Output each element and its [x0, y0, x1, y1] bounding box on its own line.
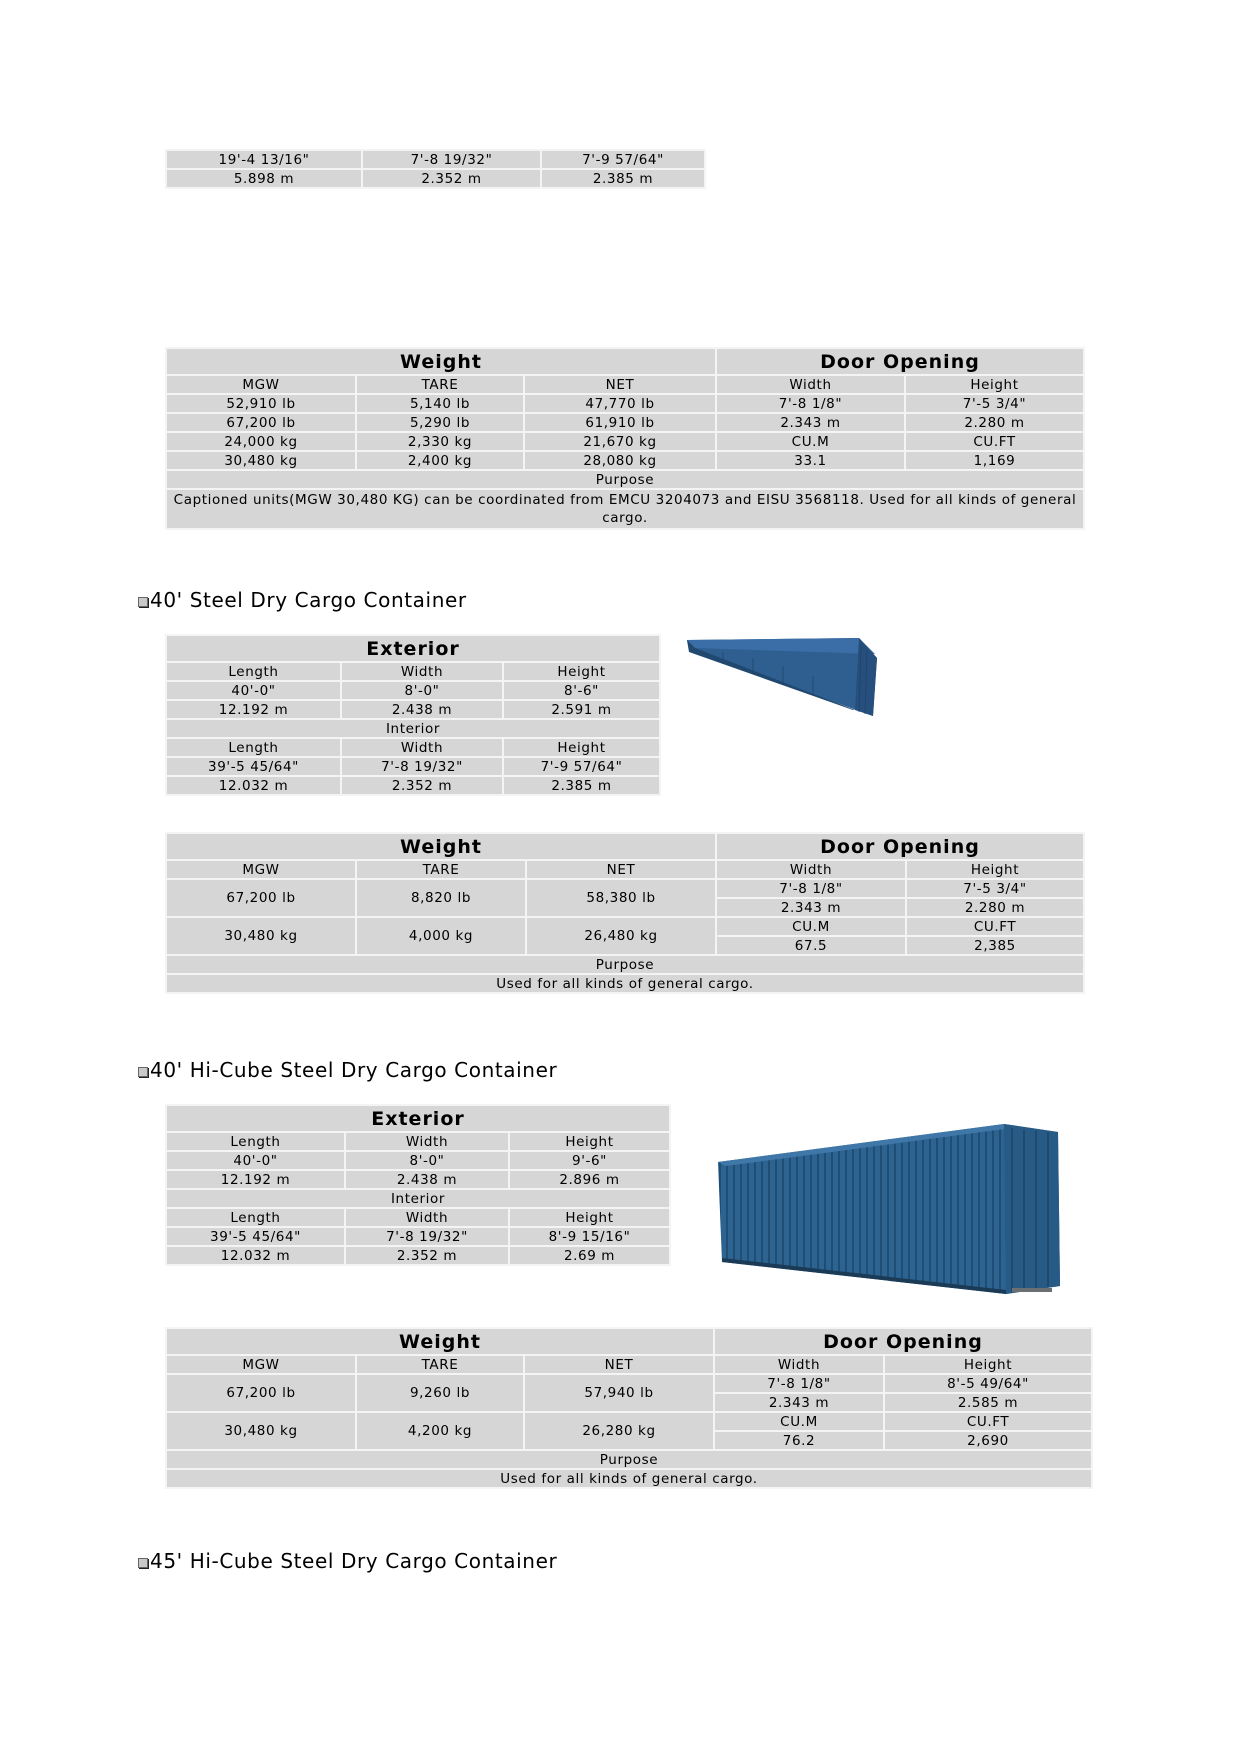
table-cell: 30,480 kg [167, 452, 355, 469]
column-header: TARE [357, 376, 523, 393]
table-row [167, 834, 1083, 859]
table-row [167, 471, 1083, 488]
top-dimensions-table [165, 149, 706, 189]
table-row [167, 151, 704, 168]
column-header: Height [907, 861, 1083, 878]
table-row [167, 739, 659, 756]
column-header: Width [346, 1133, 508, 1150]
table-cell: 19'-4 13/16" [167, 151, 361, 168]
column-header: MGW [167, 376, 355, 393]
table-cell: CU.FT [907, 918, 1083, 935]
section-title [150, 588, 467, 612]
table-row [167, 349, 1083, 374]
table-cell: 2.438 m [342, 701, 502, 718]
table-cell: CU.FT [885, 1413, 1091, 1430]
table-cell: 2.343 m [717, 414, 904, 431]
exterior-heading: Exterior [167, 1106, 669, 1131]
table-cell: 2,400 kg [357, 452, 523, 469]
exterior-heading: Exterior [167, 636, 659, 661]
table-row [167, 975, 1083, 992]
table-cell: 7'-5 3/4" [906, 395, 1083, 412]
table-cell: 2.280 m [906, 414, 1083, 431]
table-cell: 2.385 m [504, 777, 659, 794]
table-cell: 67,200 lb [167, 1375, 355, 1411]
table-row [167, 1329, 1091, 1354]
table-row [167, 701, 659, 718]
column-header: Length [167, 1209, 344, 1226]
exterior-interior-table [165, 634, 661, 796]
table-row [167, 1228, 669, 1245]
table-cell: 57,940 lb [525, 1375, 713, 1411]
table-cell: 7'-8 1/8" [717, 880, 905, 897]
column-header: Height [504, 739, 659, 756]
table-cell: 8'-5 49/64" [885, 1375, 1091, 1392]
table-cell: 12.192 m [167, 701, 340, 718]
table-cell: 2.280 m [907, 899, 1083, 916]
table-row [167, 636, 659, 661]
table-cell: 2.591 m [504, 701, 659, 718]
table-row [167, 861, 1083, 878]
column-header: Length [167, 663, 340, 680]
table-row [167, 663, 659, 680]
column-header: Height [885, 1356, 1091, 1373]
table-cell: 8'-6" [504, 682, 659, 699]
table-cell: 33.1 [717, 452, 904, 469]
table-row [167, 956, 1083, 973]
table-cell: 2,690 [885, 1432, 1091, 1449]
column-header: Width [342, 663, 502, 680]
table-cell: 7'-8 1/8" [717, 395, 904, 412]
table-cell: 2.896 m [510, 1171, 669, 1188]
table-cell: 58,380 lb [527, 880, 715, 916]
table-cell: 21,670 kg [525, 433, 715, 450]
door-opening-heading: Door Opening [717, 349, 1083, 374]
table-cell: 28,080 kg [525, 452, 715, 469]
table-cell: 2.352 m [342, 777, 502, 794]
table-cell: 67,200 lb [167, 880, 355, 916]
table-row [167, 1375, 1091, 1392]
table-cell: 8'-0" [342, 682, 502, 699]
table-cell: 39'-5 45/64" [167, 758, 340, 775]
column-header: Width [717, 861, 905, 878]
table-cell: 5,140 lb [357, 395, 523, 412]
table-row [167, 1190, 669, 1207]
door-opening-heading: Door Opening [717, 834, 1083, 859]
table-cell: 7'-9 57/64" [504, 758, 659, 775]
table-row [167, 376, 1083, 393]
door-opening-heading: Door Opening [715, 1329, 1091, 1354]
table-row [167, 1209, 669, 1226]
column-header: MGW [167, 861, 355, 878]
bullet-icon [138, 1558, 148, 1568]
column-header: NET [525, 376, 715, 393]
table-cell: 30,480 kg [167, 918, 355, 954]
table-cell: 12.032 m [167, 1247, 344, 1264]
weight-door-table [165, 1327, 1093, 1489]
exterior-interior-table [165, 1104, 671, 1266]
table-cell: 7'-5 3/4" [907, 880, 1083, 897]
table-cell: 24,000 kg [167, 433, 355, 450]
purpose-label: Purpose [167, 471, 1083, 488]
table-cell: CU.M [717, 918, 905, 935]
table-cell: 9,260 lb [357, 1375, 523, 1411]
section-title-text: 45' Hi-Cube Steel Dry Cargo Container [150, 1549, 558, 1573]
column-header: TARE [357, 861, 525, 878]
column-header: Width [715, 1356, 883, 1373]
table-cell: 26,480 kg [527, 918, 715, 954]
table-cell: 2,330 kg [357, 433, 523, 450]
table-row [167, 170, 704, 187]
purpose-text: Captioned units(MGW 30,480 KG) can be coordinated from EMCU 3204073 and EISU 3568118. Used for all kinds of general cargo. [167, 490, 1083, 528]
weight-heading: Weight [167, 1329, 713, 1354]
column-header: Width [346, 1209, 508, 1226]
table-cell: CU.M [715, 1413, 883, 1430]
purpose-text: Used for all kinds of general cargo. [167, 1470, 1091, 1487]
table-cell: CU.FT [906, 433, 1083, 450]
table-cell: 67.5 [717, 937, 905, 954]
table-cell: 2.352 m [346, 1247, 508, 1264]
table-cell: 47,770 lb [525, 395, 715, 412]
column-header: Height [510, 1133, 669, 1150]
table-cell: 2,385 [907, 937, 1083, 954]
table-cell: 76.2 [715, 1432, 883, 1449]
table-cell: 2.69 m [510, 1247, 669, 1264]
table-cell: 1,169 [906, 452, 1083, 469]
weight-door-table [165, 347, 1085, 530]
table-row [167, 918, 1083, 935]
column-header: TARE [357, 1356, 523, 1373]
container-40-hicube-image [712, 1120, 1068, 1296]
table-row [167, 1152, 669, 1169]
table-cell: 9'-6" [510, 1152, 669, 1169]
section-title [150, 1549, 557, 1573]
table-cell: 26,280 kg [525, 1413, 713, 1449]
table-cell: 4,200 kg [357, 1413, 523, 1449]
purpose-label: Purpose [167, 956, 1083, 973]
column-header: MGW [167, 1356, 355, 1373]
section-title-text: 40' Hi-Cube Steel Dry Cargo Container [150, 1058, 558, 1082]
column-header: NET [525, 1356, 713, 1373]
table-cell: 12.192 m [167, 1171, 344, 1188]
table-cell: 4,000 kg [357, 918, 525, 954]
column-header: Height [906, 376, 1083, 393]
bullet-icon [138, 597, 148, 607]
interior-label: Interior [167, 720, 659, 737]
column-header: Height [510, 1209, 669, 1226]
table-row [167, 1171, 669, 1188]
table-cell: 2.352 m [363, 170, 540, 187]
table-row [167, 452, 1083, 469]
table-cell: 67,200 lb [167, 414, 355, 431]
purpose-label: Purpose [167, 1451, 1091, 1468]
table-cell: 7'-8 19/32" [342, 758, 502, 775]
section-title-text: 40' Steel Dry Cargo Container [150, 588, 467, 612]
table-row [167, 395, 1083, 412]
table-row [167, 758, 659, 775]
table-cell: 7'-8 19/32" [363, 151, 540, 168]
table-cell: 2.343 m [715, 1394, 883, 1411]
table-row [167, 880, 1083, 897]
section-title [150, 1058, 557, 1082]
table-row [167, 682, 659, 699]
table-cell: 7'-9 57/64" [542, 151, 704, 168]
table-row [167, 1106, 669, 1131]
table-cell: 8'-0" [346, 1152, 508, 1169]
table-cell: 8,820 lb [357, 880, 525, 916]
weight-heading: Weight [167, 834, 715, 859]
table-cell: 61,910 lb [525, 414, 715, 431]
table-cell: 2.585 m [885, 1394, 1091, 1411]
column-header: Width [717, 376, 904, 393]
table-cell: 12.032 m [167, 777, 340, 794]
table-cell: 8'-9 15/16" [510, 1228, 669, 1245]
weight-door-table [165, 832, 1085, 994]
table-row [167, 1133, 669, 1150]
table-cell: 40'-0" [167, 1152, 344, 1169]
table-cell: 2.343 m [717, 899, 905, 916]
table-cell: 7'-8 1/8" [715, 1375, 883, 1392]
weight-heading: Weight [167, 349, 715, 374]
table-cell: CU.M [717, 433, 904, 450]
table-row [167, 1470, 1091, 1487]
table-row [167, 490, 1083, 528]
interior-label: Interior [167, 1190, 669, 1207]
table-cell: 2.438 m [346, 1171, 508, 1188]
table-row [167, 777, 659, 794]
column-header: Height [504, 663, 659, 680]
table-cell: 5,290 lb [357, 414, 523, 431]
table-row [167, 1247, 669, 1264]
table-row [167, 433, 1083, 450]
column-header: Length [167, 1133, 344, 1150]
table-row [167, 414, 1083, 431]
column-header: NET [527, 861, 715, 878]
container-40-image [683, 636, 879, 722]
table-cell: 2.385 m [542, 170, 704, 187]
table-cell: 5.898 m [167, 170, 361, 187]
column-header: Width [342, 739, 502, 756]
purpose-text: Used for all kinds of general cargo. [167, 975, 1083, 992]
column-header: Length [167, 739, 340, 756]
bullet-icon [138, 1067, 148, 1077]
table-row [167, 720, 659, 737]
table-cell: 39'-5 45/64" [167, 1228, 344, 1245]
table-row [167, 1356, 1091, 1373]
table-row [167, 1413, 1091, 1430]
table-cell: 40'-0" [167, 682, 340, 699]
table-row [167, 1451, 1091, 1468]
table-cell: 7'-8 19/32" [346, 1228, 508, 1245]
table-cell: 30,480 kg [167, 1413, 355, 1449]
table-cell: 52,910 lb [167, 395, 355, 412]
